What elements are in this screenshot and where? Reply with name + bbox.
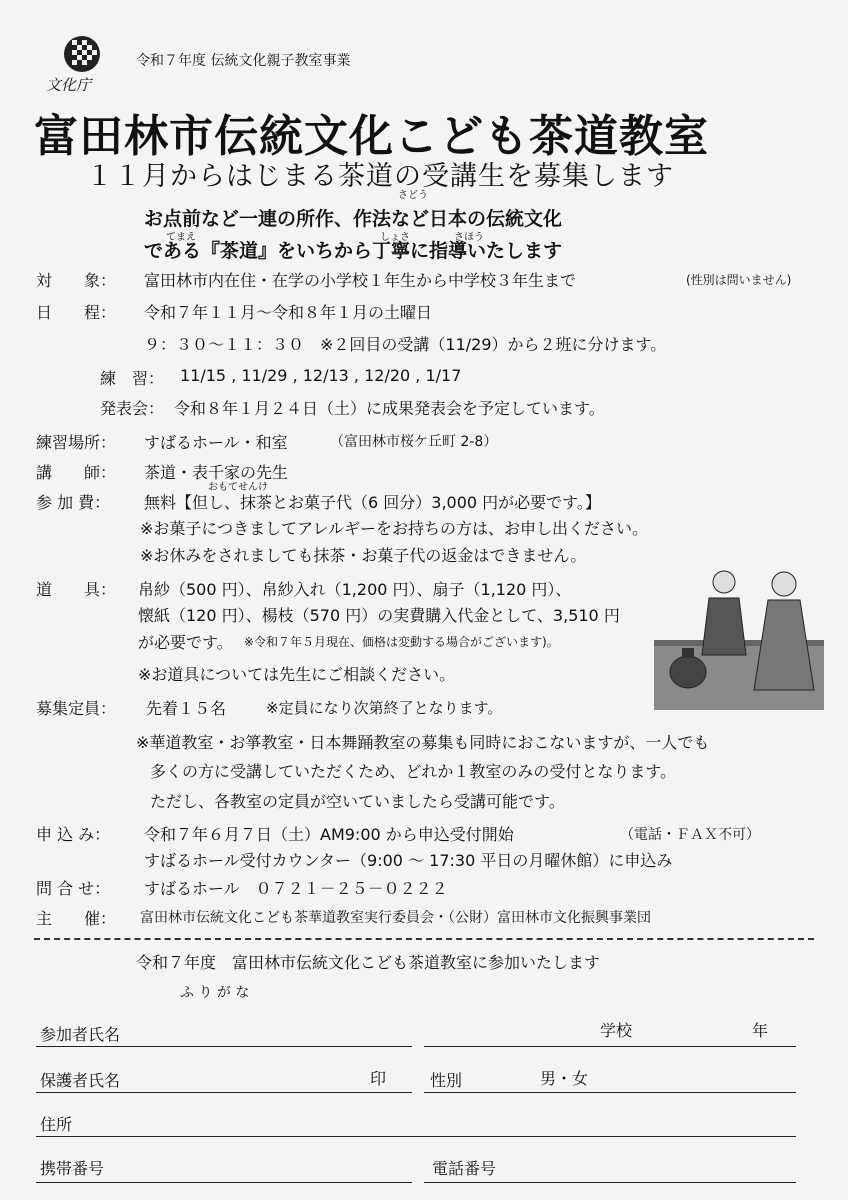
other-classes-note-2: 多くの方に受講していただくため、どれか１教室のみの受付となります。 (150, 762, 677, 781)
address-label: 住所 (40, 1115, 73, 1134)
other-classes-note-1: ※華道教室・お箏教室・日本舞踊教室の募集も同時におこないますが、一人でも (136, 733, 710, 752)
program-name: 令和７年度 伝統文化親子教室事業 (136, 53, 351, 69)
intro-line-1: お点前など一連の所作、作法など日本の伝統文化 (144, 208, 563, 230)
seal-label: 印 (370, 1069, 387, 1088)
teacher-value: 茶道・表千家の先生 (144, 463, 289, 482)
recital-value: 令和８年１月２４日（土）に成果発表会を予定しています。 (174, 399, 605, 418)
phone-label: 電話番号 (432, 1159, 497, 1178)
ruby-shosa: しょさ (380, 232, 410, 243)
fee-note-allergy: ※お菓子につきましてアレルギーをお持ちの方は、お申し出ください。 (140, 519, 649, 538)
schedule-value: 令和７年１１月～令和８年１月の土曜日 (144, 303, 433, 322)
gender-label: 性別 (430, 1071, 463, 1090)
participant-name-label: 参加者氏名 (40, 1025, 121, 1044)
capacity-value: 先着１５名 (146, 699, 227, 718)
agency-name: 文化庁 (46, 76, 92, 94)
apply-note: （電話・ＦＡＸ不可） (620, 827, 760, 843)
capacity-note: ※定員になり次第終了となります。 (266, 699, 503, 717)
ruby-temae: てまえ (166, 232, 196, 243)
capacity-label: 募集定員： (36, 699, 117, 718)
form-furigana-label: ふ り が な (180, 985, 250, 1001)
other-classes-note-3: ただし、各教室の定員が空いていましたら受講可能です。 (150, 792, 565, 811)
page-subtitle: １１月からはじまる茶道の受講生を募集します (86, 161, 674, 192)
school-label: 学校 (600, 1021, 633, 1040)
fee-note-refund: ※お休みをされましても抹茶・お菓子代の返金はできません。 (140, 546, 587, 565)
venue-label: 練習場所： (36, 433, 117, 452)
schedule-label: 日 程： (36, 303, 117, 322)
tea-ceremony-illustration (654, 560, 824, 710)
venue-value: すばるホール・和室 (144, 433, 288, 452)
page-title: 富田林市伝統文化こども茶道教室 (34, 111, 709, 162)
gender-options[interactable]: 男・女 (540, 1069, 589, 1088)
recital-label: 発表会： (100, 399, 165, 418)
ruby-sadou: さどう (398, 190, 428, 201)
guardian-name-label: 保護者氏名 (40, 1071, 121, 1090)
teacher-label: 講 師： (36, 463, 117, 482)
tools-line-2: 懐紙（120 円）、楊枝（570 円）の実費購入代金として、3,510 円 (138, 606, 620, 625)
cut-line (34, 938, 814, 940)
tools-line-3: が必要です。 (138, 633, 233, 652)
form-heading: 令和７年度 富田林市伝統文化こども茶道教室に参加いたします (136, 953, 601, 972)
tools-consult-note: ※お道具については先生にご相談ください。 (138, 665, 456, 684)
grade-label: 年 (752, 1021, 769, 1040)
phone-field[interactable] (424, 1182, 796, 1183)
apply-label: 申 込 み： (36, 825, 111, 844)
venue-address: （富田林市桜ケ丘町 2-8） (330, 434, 498, 450)
mobile-label: 携帯番号 (40, 1159, 105, 1178)
participant-name-field[interactable] (36, 1046, 412, 1047)
tools-line-1: 帛紗（500 円）、帛紗入れ（1,200 円）、扇子（1,120 円）、 (138, 580, 572, 599)
time-value: ９：３０～１１：３０ ※２回目の受講（11/29）から２班に分けます。 (144, 335, 667, 354)
school-grade-field[interactable] (424, 1046, 796, 1047)
agency-logo-icon (62, 34, 102, 74)
apply-value: 令和７年６月７日（土）AM9:00 から申込受付開始 (144, 825, 514, 844)
ruby-omotesenke: おもてせんけ (208, 482, 268, 493)
gender-field[interactable] (424, 1092, 796, 1093)
target-value: 富田林市内在住・在学の小学校１年生から中学校３年生まで (144, 271, 577, 290)
contact-label: 問 合 せ： (36, 879, 111, 898)
organizer-label: 主 催： (36, 909, 117, 928)
fee-value: 無料【但し、抹茶とお菓子代（6 回分）3,000 円が必要です。】 (144, 493, 601, 512)
target-label: 対 象： (36, 271, 117, 290)
intro-line-2: である『茶道』をいちから丁寧に指導いたします (144, 240, 563, 262)
ruby-sahou: さほう (454, 232, 484, 243)
guardian-name-field[interactable] (36, 1092, 412, 1093)
target-note: (性別は問いません) (686, 273, 792, 287)
apply-counter: すばるホール受付カウンター（9:00 ～ 17:30 平日の月曜休館）に申込み (144, 851, 673, 870)
tools-price-note: ※令和７年５月現在、価格は変動する場合がございます)。 (244, 635, 559, 649)
practice-dates: 11/15 , 11/29 , 12/13 , 12/20 , 1/17 (180, 366, 462, 385)
fee-label: 参 加 費： (36, 493, 111, 512)
address-field[interactable] (36, 1136, 796, 1137)
mobile-field[interactable] (36, 1182, 412, 1183)
practice-label: 練 習： (100, 369, 165, 388)
organizer-value: 富田林市伝統文化こども茶華道教室実行委員会・（公財）富田林市文化振興事業団 (140, 910, 651, 926)
contact-value: すばるホール ０７２１－２５－０２２２ (144, 879, 448, 898)
tools-label: 道 具： (36, 580, 117, 599)
